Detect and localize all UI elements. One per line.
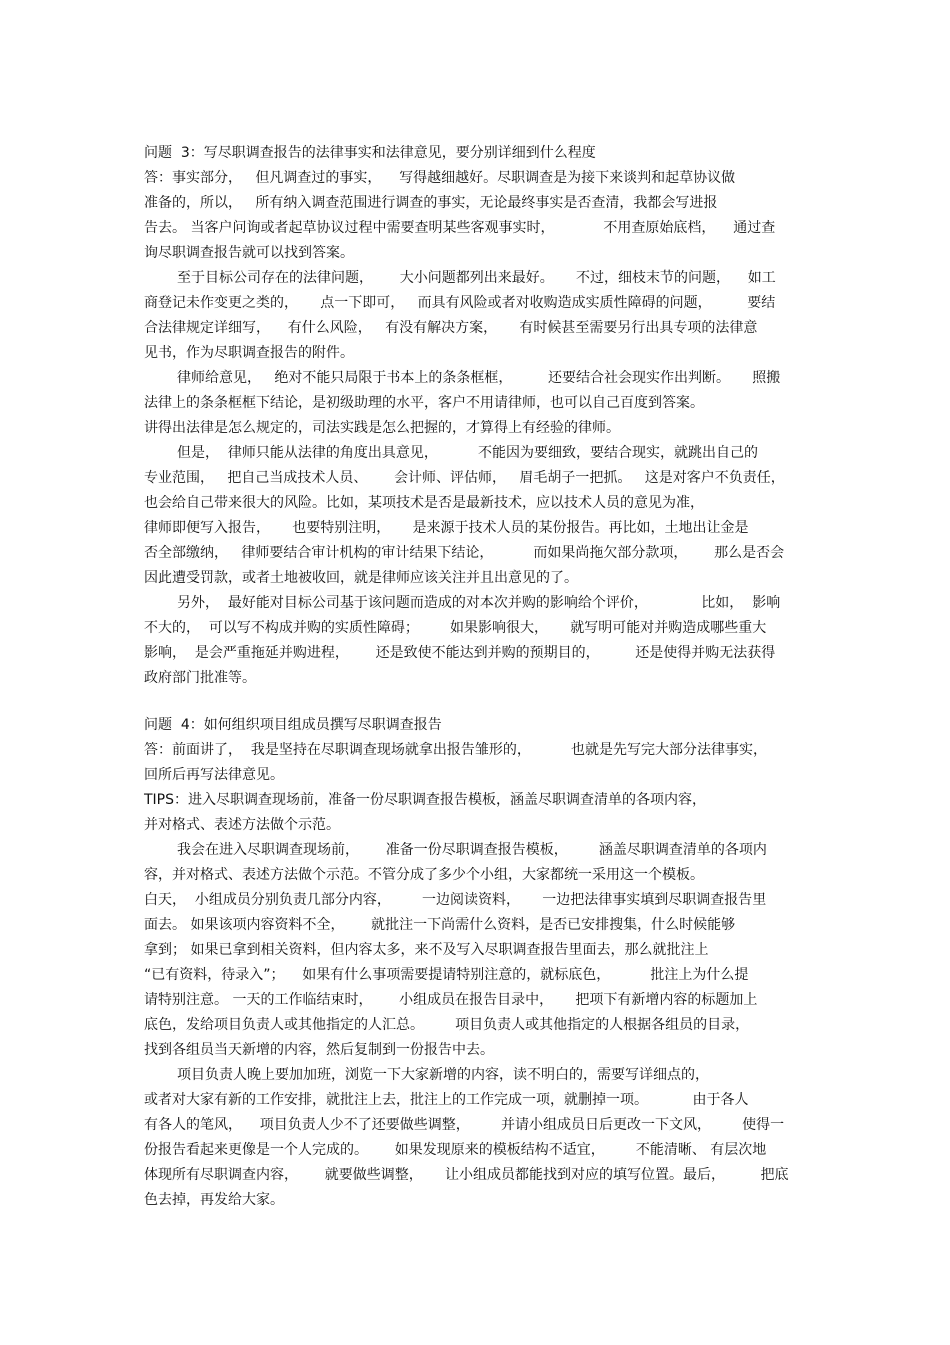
text-line: 告去。 当客户问询或者起草协议过程中需要查明某些客观事实时， 不用查原始底档， 通过查 bbox=[144, 220, 776, 236]
text-line: 询尽职调查报告就可以找到答案。 bbox=[144, 245, 354, 261]
text-line: 因此遭受罚款，或者土地被收回，就是律师应该关注并且出意见的了。 bbox=[144, 570, 578, 586]
text-line: 但是， 律师只能从法律的角度出具意见， 不能因为要细致，要结合现实，就跳出自己的 bbox=[177, 445, 758, 461]
text-line: 或者对大家有新的工作安排，就批注上去，批注上的工作完成一项，就删掉一项。 由于各人 bbox=[144, 1092, 749, 1108]
text-line: 我会在进入尽职调查现场前， 准备一份尽职调查报告模板， 涵盖尽职调查清单的各项内 bbox=[177, 842, 767, 858]
text-line: 体现所有尽职调查内容， 就要做些调整， 让小组成员都能找到对应的填写位置。最后， 把底 bbox=[144, 1167, 789, 1183]
text-line: 否全部缴纳， 律师要结合审计机构的审计结果下结论， 而如果尚拖欠部分款项， 那么是否会 bbox=[144, 545, 785, 561]
text-line: 找到各组员当天新增的内容，然后复制到一份报告中去。 bbox=[144, 1042, 494, 1058]
text-line: 面去。 如果该项内容资料不全， 就批注一下尚需什么资料，是否已安排搜集，什么时候能够 bbox=[144, 917, 736, 933]
text-line: 白天， 小组成员分别负责几部分内容， 一边阅读资料， 一边把法律事实填到尽职调查报告里 bbox=[144, 892, 767, 908]
section-heading: 问题 4：如何组织项目组成员撰写尽职调查报告 bbox=[144, 717, 442, 733]
text-line: 准备的，所以， 所有纳入调查范围进行调查的事实，无论最终事实是否查清，我都会写进报 bbox=[144, 195, 718, 211]
text-line: 份报告看起来更像是一个人完成的。 如果发现原来的模板结构不适宜， 不能清晰、 有层次地 bbox=[144, 1142, 767, 1158]
text-line: 拿到； 如果已拿到相关资料，但内容太多，来不及写入尽职调查报告里面去，那么就批注上 bbox=[144, 942, 709, 958]
text-line: “已有资料，待录入”； 如果有什么事项需要提请特别注意的，就标底色， 批注上为什么提 bbox=[144, 967, 749, 983]
text-line: 律师给意见， 绝对不能只局限于书本上的条条框框， 还要结合社会现实作出判断。 照搬 bbox=[177, 370, 781, 386]
text-line: 答：前面讲了， 我是坚持在尽职调查现场就拿出报告雏形的， 也就是先写完大部分法律事实， bbox=[144, 742, 767, 758]
text-line: 请特别注意。 一天的工作临结束时， 小组成员在报告目录中， 把项下有新增内容的标题加上 bbox=[144, 992, 758, 1008]
text-line: 商登记未作变更之类的， 点一下即可， 而具有风险或者对收购造成实质性障碍的问题， 要结 bbox=[144, 295, 776, 311]
tips-line: TIPS：进入尽职调查现场前，准备一份尽职调查报告模板，涵盖尽职调查清单的各项内容， bbox=[144, 792, 707, 808]
text-line: 政府部门批准等。 bbox=[144, 670, 256, 686]
text-line: 律师即便写入报告， 也要特别注明， 是来源于技术人员的某份报告。再比如，土地出让金是 bbox=[144, 520, 749, 536]
text-line: 不大的， 可以写不构成并购的实质性障碍； 如果影响很大， 就写明可能对并购造成哪些重大 bbox=[144, 620, 767, 636]
text-line: 另外， 最好能对目标公司基于该问题而造成的对本次并购的影响给个评价， 比如， 影响 bbox=[177, 595, 781, 611]
text-line: 项目负责人晚上要加加班，浏览一下大家新增的内容，读不明白的，需要写详细点的， bbox=[177, 1067, 709, 1083]
text-line: 容，并对格式、表述方法做个示范。不管分成了多少个小组，大家都统一采用这一个模板。 bbox=[144, 867, 704, 883]
text-line: 回所后再写法律意见。 bbox=[144, 767, 284, 783]
text-line: 法律上的条条框框下结论，是初级助理的水平，客户不用请律师，也可以自己百度到答案。 bbox=[144, 395, 704, 411]
section-heading: 问题 3：写尽职调查报告的法律事实和法律意见，要分别详细到什么程度 bbox=[144, 145, 596, 161]
text-line: 见书，作为尽职调查报告的附件。 bbox=[144, 345, 354, 361]
text-line: 并对格式、表述方法做个示范。 bbox=[144, 817, 340, 833]
text-line: 色去掉，再发给大家。 bbox=[144, 1192, 284, 1208]
text-line: 影响， 是会严重拖延并购进程， 还是致使不能达到并购的预期目的， 还是使得并购无法获得 bbox=[144, 645, 776, 661]
text-line: 至于目标公司存在的法律问题， 大小问题都列出来最好。 不过，细枝末节的问题， 如工 bbox=[177, 270, 776, 286]
text-line: 有各人的笔风， 项目负责人少不了还要做些调整， 并请小组成员日后更改一下文风， 使得一 bbox=[144, 1117, 785, 1133]
text-line: 也会给自己带来很大的风险。比如，某项技术是否是最新技术，应以技术人员的意见为准， bbox=[144, 495, 704, 511]
text-line: 合法律规定详细写， 有什么风险， 有没有解决方案， 有时候甚至需要另行出具专项的法律意 bbox=[144, 320, 758, 336]
text-line: 底色，发给项目负责人或其他指定的人汇总。 项目负责人或其他指定的人根据各组员的目录， bbox=[144, 1017, 750, 1033]
text-line: 讲得出法律是怎么规定的，司法实践是怎么把握的，才算得上有经验的律师。 bbox=[144, 420, 620, 436]
text-line: 答：事实部分， 但凡调查过的事实， 写得越细越好。尽职调查是为接下来谈判和起草协议做 bbox=[144, 170, 736, 186]
text-line: 专业范围， 把自己当成技术人员、 会计师、评估师， 眉毛胡子一把抓。 这是对客户不负责任， bbox=[144, 470, 785, 486]
